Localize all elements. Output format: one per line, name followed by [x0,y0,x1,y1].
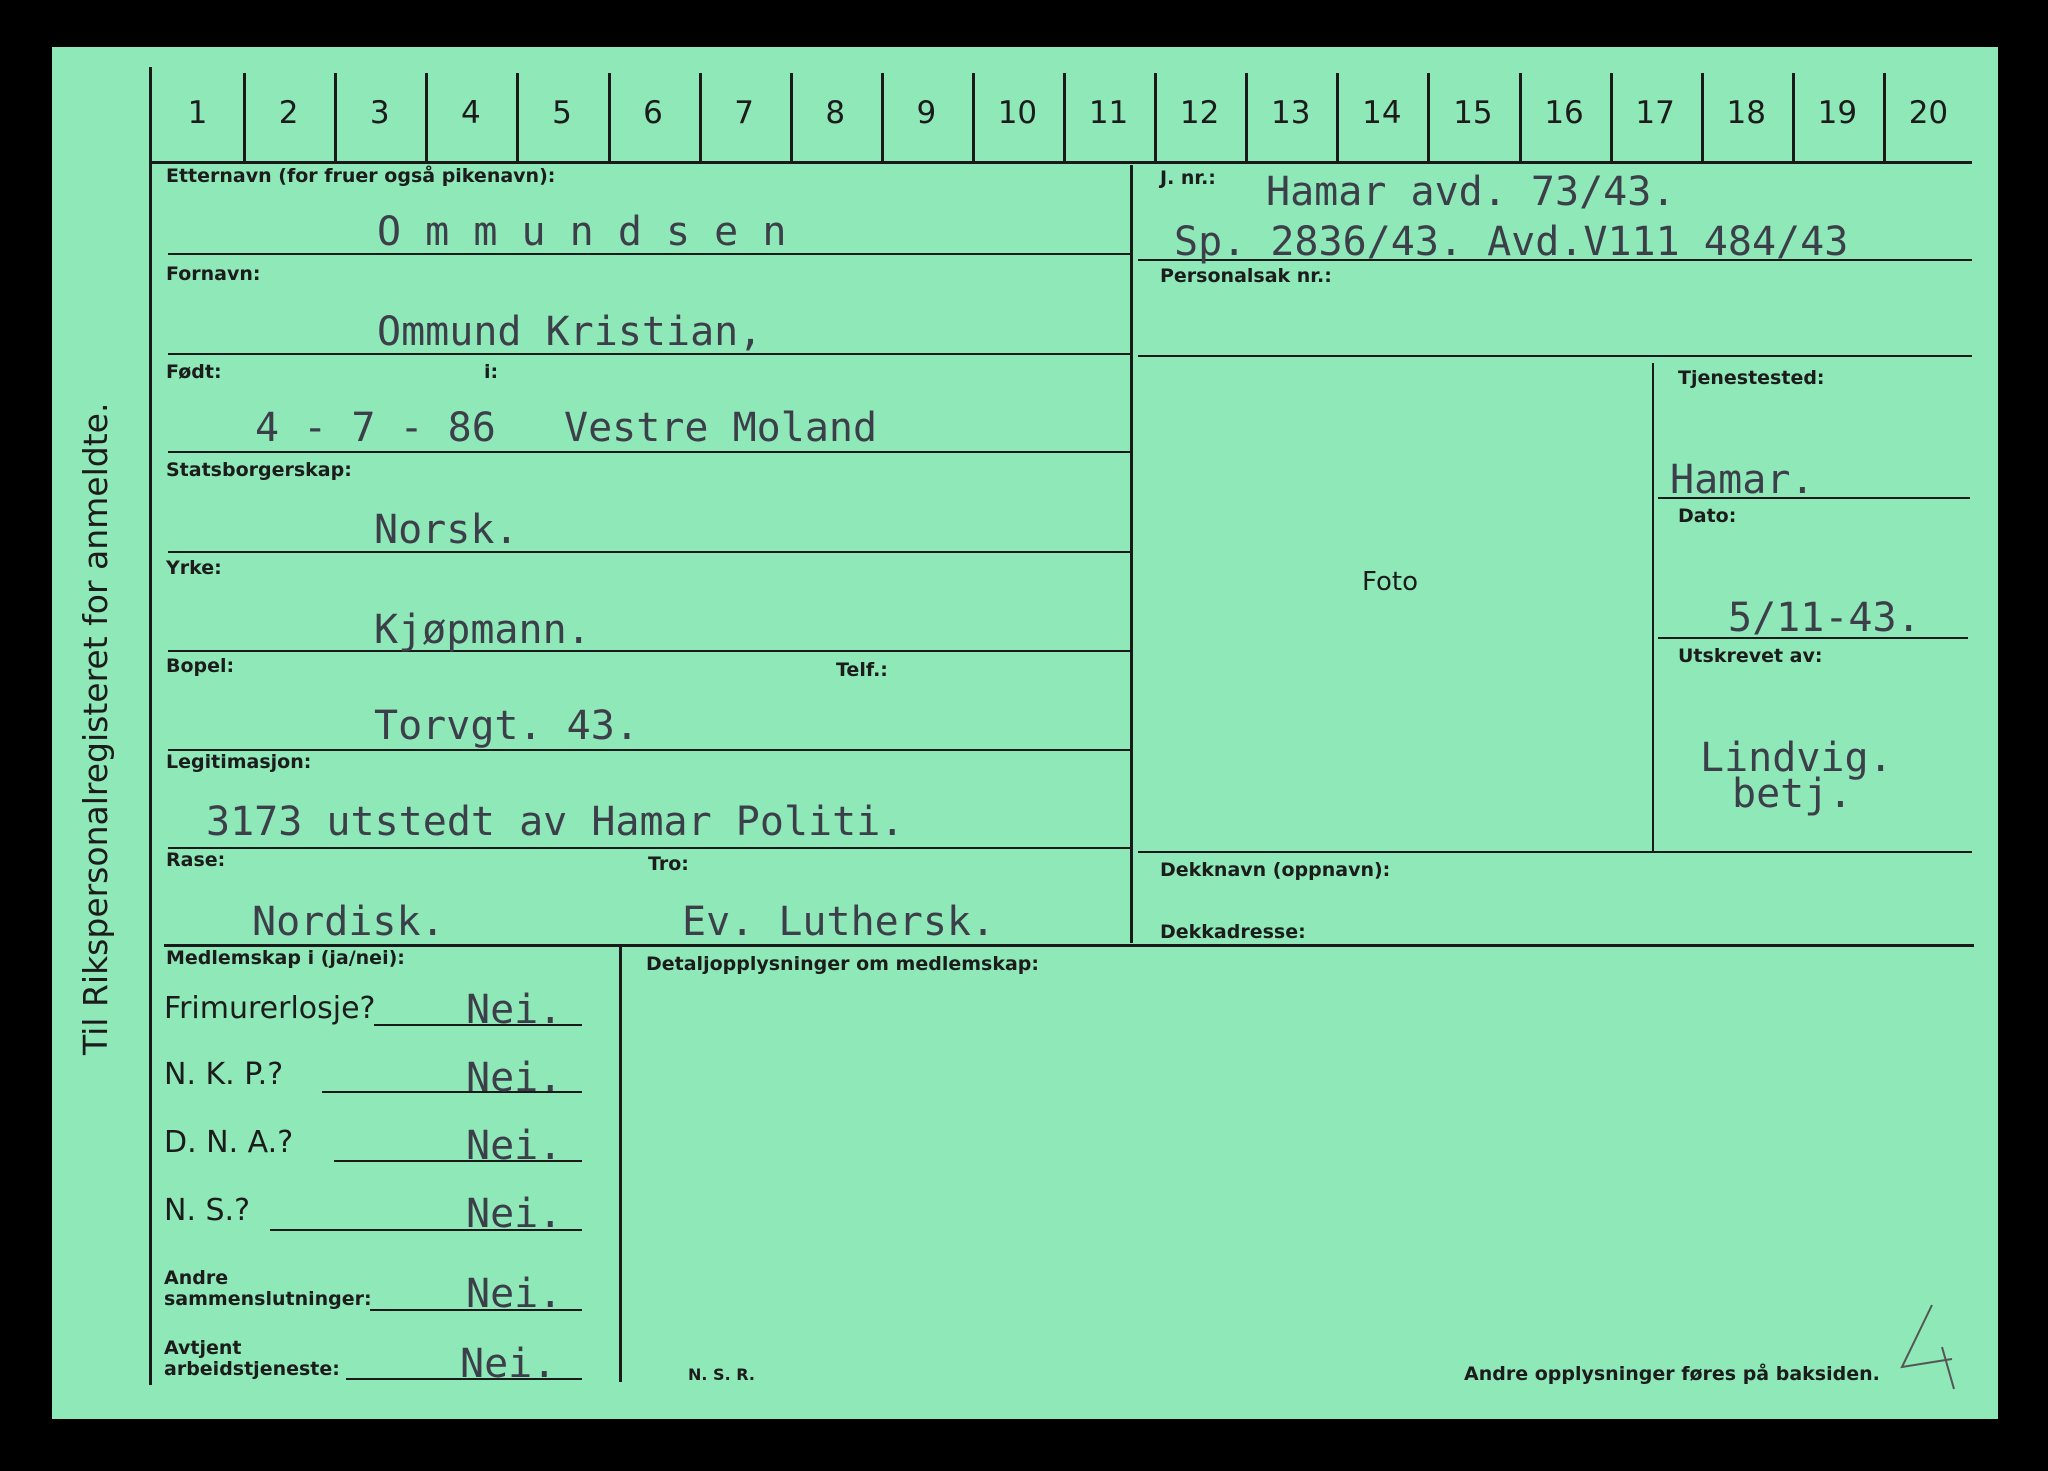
label-telf: Telf.: [836,659,888,681]
value-fornavn: Ommund Kristian, [377,309,763,355]
lower-divider [619,947,622,1382]
label-utskrevet: Utskrevet av: [1678,645,1823,667]
label-jnr: J. nr.: [1160,167,1216,189]
column-separator [1427,73,1430,161]
column-separator [1063,73,1066,161]
label-bopel: Bopel: [166,655,235,677]
label-i: i: [484,361,499,383]
rule-personalsak [1138,355,1972,357]
label-nsr: N. S. R. [688,1365,755,1384]
label-nkp: N. K. P.? [164,1057,284,1092]
column-number: 11 [1088,95,1129,131]
column-number: 15 [1453,95,1493,131]
column-separator [425,73,428,161]
value-ns: Nei. [466,1191,563,1237]
column-separator [881,73,884,161]
column-separator [1245,73,1248,161]
value-avtjent: Nei. [460,1341,557,1387]
label-tjenestested: Tjenestested: [1678,367,1825,389]
value-statsborgerskap: Norsk. [374,507,519,553]
pencil-mark [1892,1297,1962,1397]
column-number: 17 [1635,95,1675,131]
value-utskrevet-2: betj. [1732,771,1853,817]
column-number: 3 [369,95,390,131]
column-number: 6 [643,95,663,131]
column-number: 9 [916,95,937,131]
column-separator [790,73,793,161]
column-separator [243,73,246,161]
value-fodt-sted: Vestre Moland [564,405,878,451]
label-medlemskap: Medlemskap i (ja/nei): [166,947,405,969]
value-tro: Ev. Luthersk. [682,899,996,945]
column-number: 4 [460,95,481,131]
column-separator [972,73,975,161]
column-number: 14 [1362,95,1402,131]
column-number: 8 [825,95,846,131]
label-dna: D. N. A.? [164,1125,294,1160]
label-andre-1: Andre [164,1267,229,1289]
column-number: 10 [997,95,1038,131]
column-number: 16 [1544,95,1584,131]
value-rase: Nordisk. [252,899,445,945]
column-separator [1701,73,1704,161]
label-avtjent-1: Avtjent [164,1337,242,1359]
rule-statsborgerskap [168,551,1130,553]
label-foto: Foto [1362,567,1419,597]
column-number: 19 [1817,95,1858,131]
column-number: 18 [1726,95,1766,131]
label-detaljer: Detaljopplysninger om medlemskap: [646,953,1039,975]
label-fornavn: Fornavn: [166,263,261,285]
label-dato: Dato: [1678,505,1737,527]
column-separator [1336,73,1339,161]
label-fodt: Født: [166,361,222,383]
value-frimurer: Nei. [466,987,563,1033]
column-separator [1519,73,1522,161]
rule-legitimasjon [168,847,1130,849]
label-dekkadresse: Dekkadresse: [1160,921,1306,943]
column-number: 12 [1179,95,1220,131]
value-fodt-dato: 4 - 7 - 86 [255,405,496,451]
column-separator [699,73,702,161]
label-avtjent-2: arbeidstjeneste: [164,1358,340,1380]
column-number: 2 [278,95,299,131]
label-andre-2: sammenslutninger: [164,1288,372,1310]
value-etternavn: O m m u n d s e n [377,209,787,255]
center-divider [1130,165,1133,943]
rule-yrke [168,650,1130,652]
column-number: 1 [187,95,208,131]
label-rase: Rase: [166,849,226,871]
tjenestested-divider [1652,363,1654,853]
column-separator [334,73,337,161]
label-tro: Tro: [648,853,689,875]
value-nkp: Nei. [466,1055,563,1101]
value-legitimasjon: 3173 utstedt av Hamar Politi. [206,799,905,845]
label-frimurer: Frimurerlosje? [164,991,376,1026]
column-number: 7 [734,95,754,131]
value-yrke: Kjøpmann. [374,607,591,653]
label-statsborgerskap: Statsborgerskap: [166,459,352,481]
column-number: 5 [552,95,572,131]
column-number: 13 [1271,95,1311,131]
column-separator [1792,73,1795,161]
rule-right-lower [1138,851,1972,853]
value-jnr-1: Hamar avd. 73/43. [1266,169,1676,215]
rule-fodt [168,451,1130,453]
value-dato: 5/11-43. [1728,595,1921,641]
column-separator [1610,73,1613,161]
column-separator [608,73,611,161]
label-personalsak: Personalsak nr.: [1160,265,1332,287]
column-separator [516,73,519,161]
label-dekknavn: Dekknavn (oppnavn): [1160,859,1391,881]
label-yrke: Yrke: [166,557,222,579]
side-caption: Til Rikspersonalregisteret for anmeldte. [76,402,115,1055]
value-dna: Nei. [466,1123,563,1169]
value-bopel: Torvgt. 43. [374,703,639,749]
label-ns: N. S.? [164,1193,251,1228]
column-separator [1154,73,1157,161]
rule-bopel [168,749,1130,751]
left-border [149,67,152,1385]
header-rule [152,161,1972,164]
value-andre: Nei. [466,1271,563,1317]
label-legitimasjon: Legitimasjon: [166,751,312,773]
value-utskrevet-1: Lindvig. [1700,735,1893,781]
value-tjenestested: Hamar. [1670,457,1815,503]
label-etternavn: Etternavn (for fruer også pikenavn): [166,165,556,187]
registration-card [52,47,1998,1419]
footer-note: Andre opplysninger føres på baksiden. [1464,1363,1880,1385]
column-separator [1883,73,1886,161]
value-jnr-2: Sp. 2836/43. Avd.V111 484/43 [1174,219,1849,265]
column-number: 20 [1908,95,1949,131]
